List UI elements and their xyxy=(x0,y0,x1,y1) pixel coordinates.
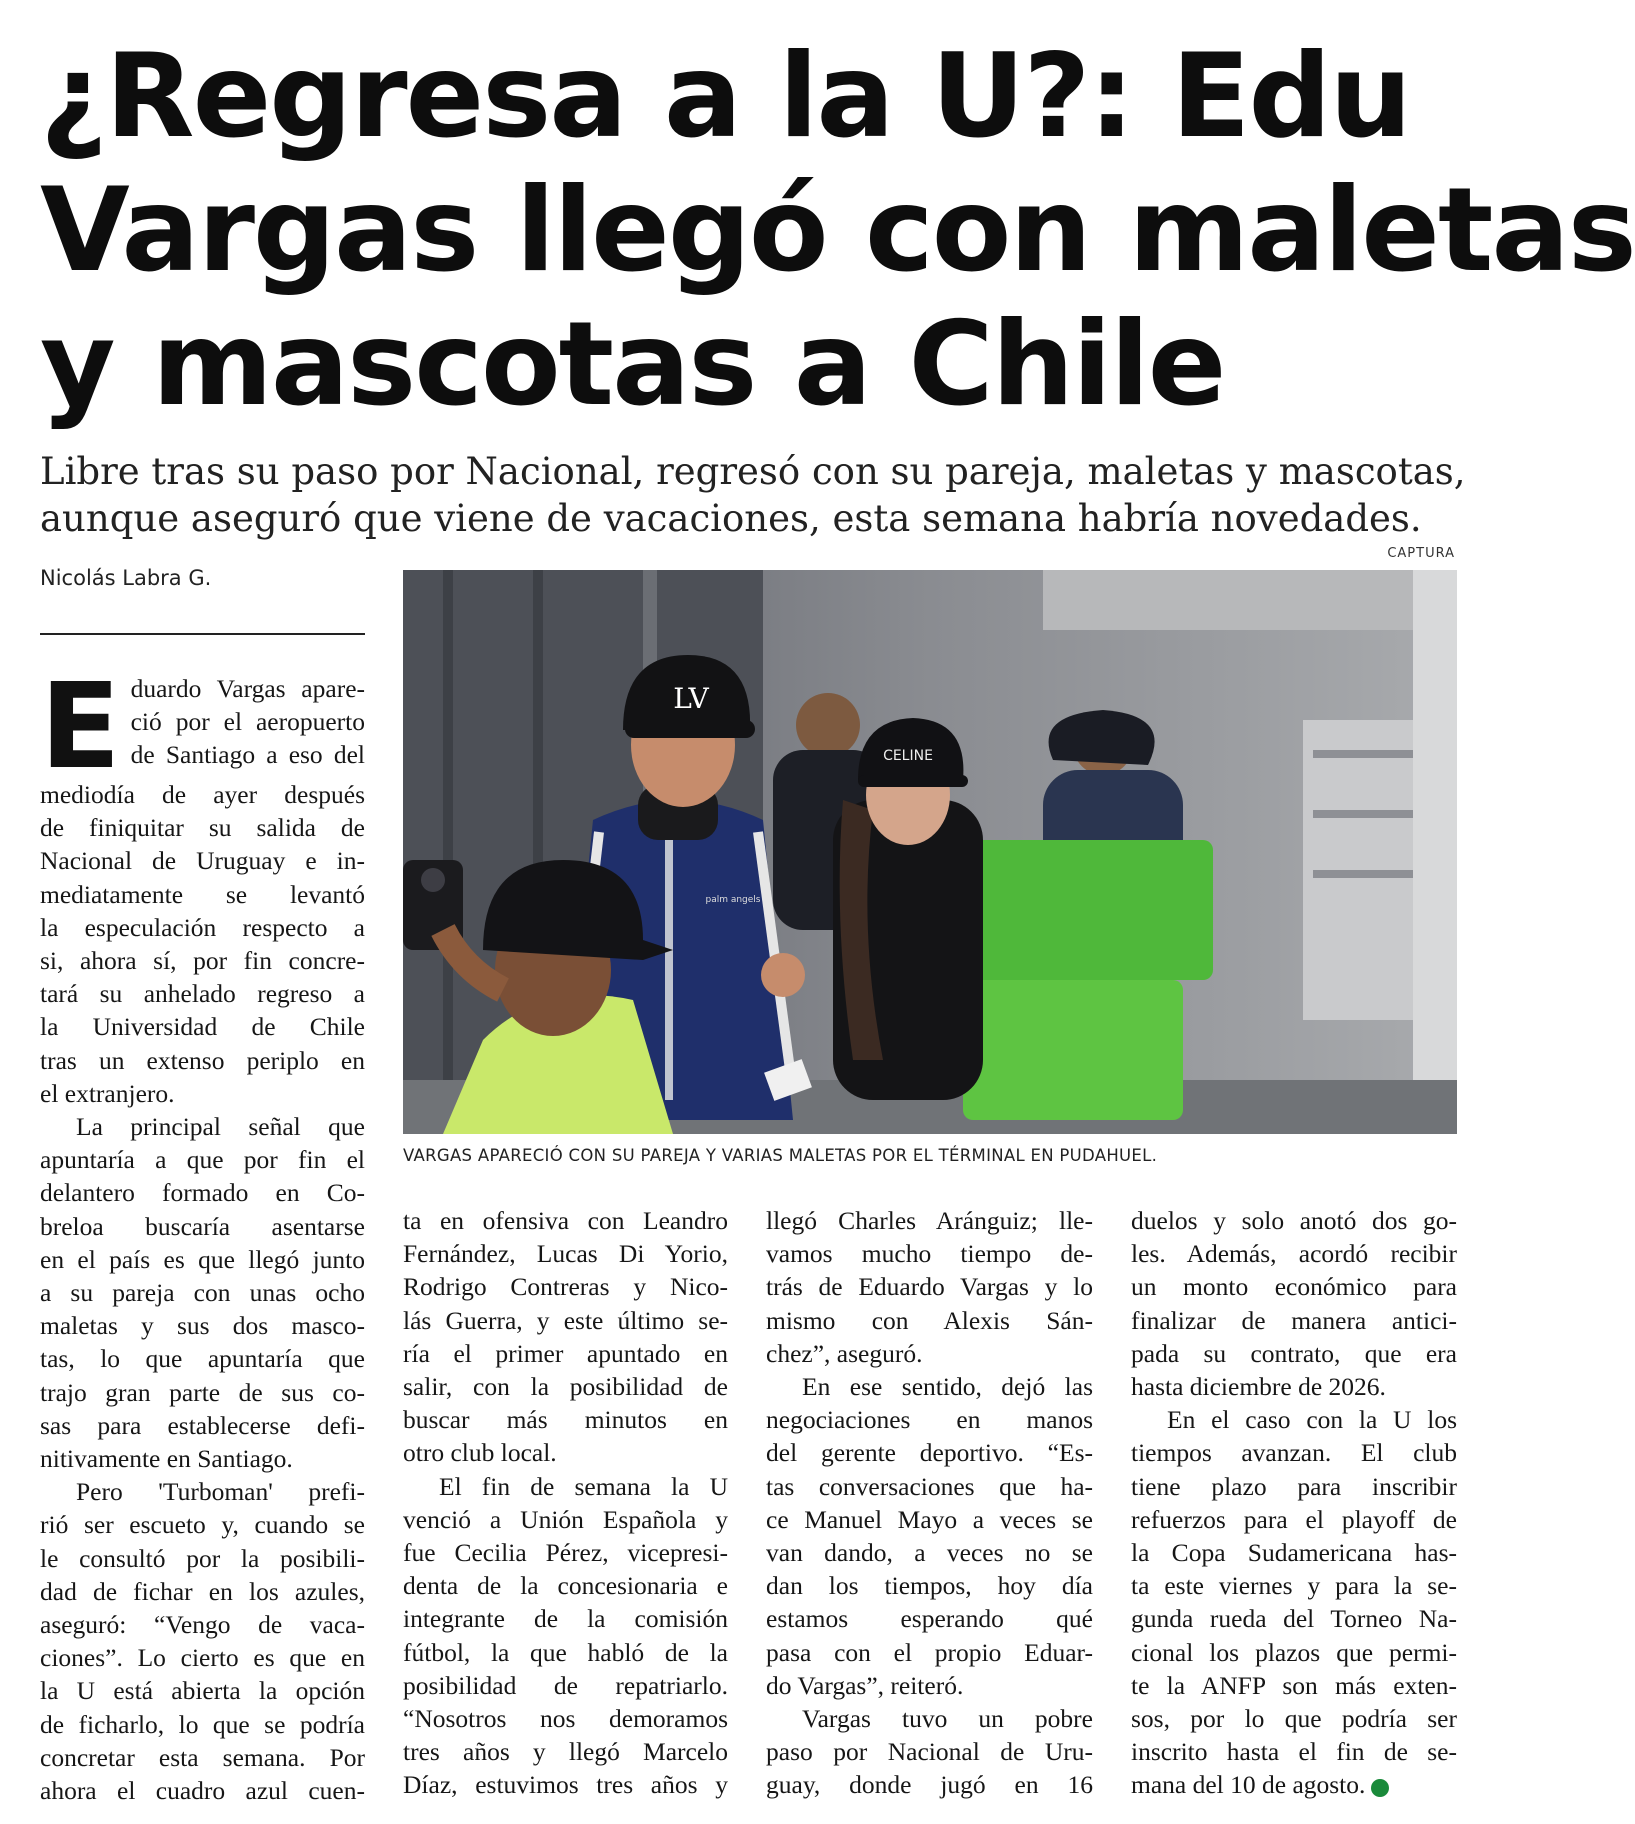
photo-credit: CAPTURA xyxy=(1387,546,1455,561)
column-1-line: en el país es que llegó junto xyxy=(40,1244,365,1274)
column-1-line: concretar esta semana. Por xyxy=(40,1742,365,1772)
column-1-line: mediodía de ayer después xyxy=(40,780,365,809)
photo-caption: VARGAS APARECIÓ CON SU PAREJA Y VARIAS MALETAS POR EL TÉRMINAL EN PUDAHUEL. xyxy=(403,1146,1158,1165)
column-4-line: tiempos avanzan. El club xyxy=(1131,1438,1457,1468)
column-3-line: negociaciones en manos xyxy=(766,1405,1093,1435)
column-3-line: pasa con el propio Eduar- xyxy=(766,1637,1093,1667)
headline xyxy=(40,29,1635,432)
column-2-line: buscar más minutos en xyxy=(403,1405,728,1435)
column-4-line: pada su contrato, que era xyxy=(1131,1338,1457,1368)
headline-line-1: ¿Regresa a la U?: Edu xyxy=(40,29,1411,164)
celine-cap-logo: CELINE xyxy=(883,748,933,764)
column-3-line: van dando, a veces no se xyxy=(766,1538,1093,1568)
column-4-line: En el caso con la U los xyxy=(1167,1405,1457,1435)
column-3-line: tas conversaciones que ha- xyxy=(766,1471,1093,1501)
column-4-line: un monto económico para xyxy=(1131,1272,1457,1302)
column-3-line: del gerente deportivo. “Es- xyxy=(766,1438,1093,1468)
column-1-line: la Universidad de Chile xyxy=(40,1012,365,1042)
column-2-line: El fin de semana la U xyxy=(439,1471,728,1501)
deck-subtitle xyxy=(40,448,1466,542)
column-4-line: gunda rueda del Torneo Na- xyxy=(1131,1604,1457,1634)
airport-arrival-illustration xyxy=(403,570,1457,1134)
column-2-line: Rodrigo Contreras y Nico- xyxy=(403,1272,728,1302)
article-column-1 xyxy=(40,657,365,1807)
column-2-line: Díaz, estuvimos tres años y xyxy=(403,1770,728,1800)
column-2-line: otro club local. xyxy=(403,1438,557,1468)
column-2-line: venció a Unión Española y xyxy=(403,1504,728,1534)
column-3-line: estamos esperando qué xyxy=(766,1604,1093,1634)
vargas-hand xyxy=(761,953,805,997)
column-4-line: finalizar de manera antici- xyxy=(1131,1305,1457,1335)
column-1-line: breloa buscaría asentarse xyxy=(40,1211,365,1241)
column-1-line: de ficharlo, lo que se podría xyxy=(40,1709,365,1739)
column-1-line: Pero 'Turboman' prefi- xyxy=(76,1477,365,1507)
column-2-line: posibilidad de repatriarlo. xyxy=(403,1670,728,1700)
column-2-line: tres años y llegó Marcelo xyxy=(403,1737,728,1767)
column-2-line: fútbol, la que habló de la xyxy=(403,1637,728,1667)
column-4-line: duelos y solo anotó dos go- xyxy=(1131,1206,1457,1235)
ceiling xyxy=(1043,570,1457,630)
column-3-line: llegó Charles Aránguiz; lle- xyxy=(766,1206,1093,1235)
column-1-line: tará su anhelado regreso a xyxy=(40,979,365,1009)
deck-line-2: aunque aseguró que viene de vacaciones, esta semana habría novedades. xyxy=(40,497,1422,540)
column-4-line: cional los plazos que permi- xyxy=(1131,1637,1457,1667)
column-2-line: salir, con la posibilidad de xyxy=(403,1372,728,1402)
column-1-line: tras un extenso periplo en xyxy=(40,1045,365,1075)
column-3-line: trás de Eduardo Vargas y lo xyxy=(766,1272,1093,1302)
column-4-line: inscrito hasta el fin de se- xyxy=(1131,1737,1457,1767)
column-2-line: integrante de la comisión xyxy=(403,1604,728,1634)
column-1-line: nitivamente en Santiago. xyxy=(40,1444,293,1474)
column-4-line-text: mana del 10 de agosto. xyxy=(1131,1770,1366,1800)
column-1-line: dad de fichar en los azules, xyxy=(40,1576,365,1606)
column-1-line: de Santiago a eso del xyxy=(130,740,365,770)
column-1-line: ció por el aeropuerto xyxy=(130,707,365,737)
drop-cap: E xyxy=(40,657,121,795)
column-4-line: les. Además, acordó recibir xyxy=(1131,1239,1457,1269)
column-1-line: ciones”. Lo cierto es que en xyxy=(40,1643,365,1673)
column-1-line: la U está abierta la opción xyxy=(40,1676,365,1706)
deck-line-1: Libre tras su paso por Nacional, regresó con su pareja, maletas y mascotas, xyxy=(40,450,1466,493)
article-column-2 xyxy=(403,1204,728,1802)
column-1-line: maletas y sus dos masco- xyxy=(40,1311,365,1341)
column-1-line: el extranjero. xyxy=(40,1078,175,1108)
column-3-line: vamos mucho tiempo de- xyxy=(766,1239,1093,1269)
column-2-line: ría el primer apuntado en xyxy=(403,1338,728,1368)
column-1-line: ahora el cuadro azul cuen- xyxy=(40,1776,365,1806)
column-1-line: si, ahora sí, por fin concre- xyxy=(40,946,365,976)
column-3-line: chez”, aseguró. xyxy=(766,1338,923,1368)
green-cart-2 xyxy=(963,980,1183,1120)
column-1-line: delantero formado en Co- xyxy=(40,1178,365,1208)
background-man-head xyxy=(796,693,860,757)
lv-cap-logo: LV xyxy=(673,682,709,715)
column-4-line: tiene plazo para inscribir xyxy=(1131,1471,1457,1501)
column-3-line: mismo con Alexis Sán- xyxy=(766,1305,1093,1335)
headline-line-2: Vargas llegó con maletas xyxy=(40,163,1635,298)
column-2-line: fue Cecilia Pérez, vicepresi- xyxy=(403,1538,728,1568)
column-2-line: Fernández, Lucas Di Yorio, xyxy=(403,1239,728,1269)
column-1-line: la especulación respecto a xyxy=(40,912,365,942)
column-1-line: duardo Vargas apare- xyxy=(130,674,365,703)
article-end-mark-icon xyxy=(1371,1779,1389,1797)
column-2-line: “Nosotros nos demoramos xyxy=(403,1704,728,1734)
column-1-line: tas, lo que apuntaría que xyxy=(40,1344,365,1374)
column-4-line: refuerzos para el playoff de xyxy=(1131,1504,1457,1534)
jacket-brand: palm angels xyxy=(705,895,761,905)
column-4-line: te la ANFP son más exten- xyxy=(1131,1670,1457,1700)
column-4-line: hasta diciembre de 2026. xyxy=(1131,1372,1386,1402)
column-4-last-line xyxy=(1131,1768,1457,1801)
column-1-line: Nacional de Uruguay e in- xyxy=(40,846,365,876)
byline-divider xyxy=(40,633,365,635)
column-2-line: denta de la concesionaria e xyxy=(403,1571,728,1601)
article-column-4 xyxy=(1131,1204,1457,1802)
column-3-line: guay, donde jugó en 16 xyxy=(766,1770,1093,1800)
column-1-line: le consultó por la posibili- xyxy=(40,1543,365,1573)
column-1-line: apuntaría a que por fin el xyxy=(40,1145,365,1175)
column-3-line: dan los tiempos, hoy día xyxy=(766,1571,1093,1601)
news-photo xyxy=(403,570,1457,1134)
green-cart xyxy=(973,840,1213,980)
byline: Nicolás Labra G. xyxy=(40,566,212,590)
column-1-line: rió ser escueto y, cuando se xyxy=(40,1510,365,1540)
column-1-line: a su pareja con unas ocho xyxy=(40,1278,365,1308)
column-1-line: sas para establecerse defi- xyxy=(40,1410,365,1440)
column-2-line: lás Guerra, y este último se- xyxy=(403,1305,728,1335)
column-4-line: sos, por lo que podría ser xyxy=(1131,1704,1457,1734)
column-2-line: ta en ofensiva con Leandro xyxy=(403,1206,728,1235)
column-3-line: ce Manuel Mayo a veces se xyxy=(766,1504,1093,1534)
column-1-line: aseguró: “Vengo de vaca- xyxy=(40,1610,365,1640)
column-3-line: En ese sentido, dejó las xyxy=(802,1372,1093,1402)
column-4-line: la Copa Sudamericana has- xyxy=(1131,1538,1457,1568)
column-1-line: trajo gran parte de sus co- xyxy=(40,1377,365,1407)
column-3-line: do Vargas”, reiteró. xyxy=(766,1670,964,1700)
column-1-line: de finiquitar su salida de xyxy=(40,813,365,843)
column-1-line: La principal señal que xyxy=(76,1112,365,1142)
column-1-line: mediatamente se levantó xyxy=(40,879,365,909)
column-3-line: paso por Nacional de Uru- xyxy=(766,1737,1093,1767)
article-column-3 xyxy=(766,1204,1093,1802)
column-4-line: ta este viernes y para la se- xyxy=(1131,1571,1457,1601)
column-3-line: Vargas tuvo un pobre xyxy=(802,1704,1093,1734)
headline-line-3: y mascotas a Chile xyxy=(40,297,1225,432)
